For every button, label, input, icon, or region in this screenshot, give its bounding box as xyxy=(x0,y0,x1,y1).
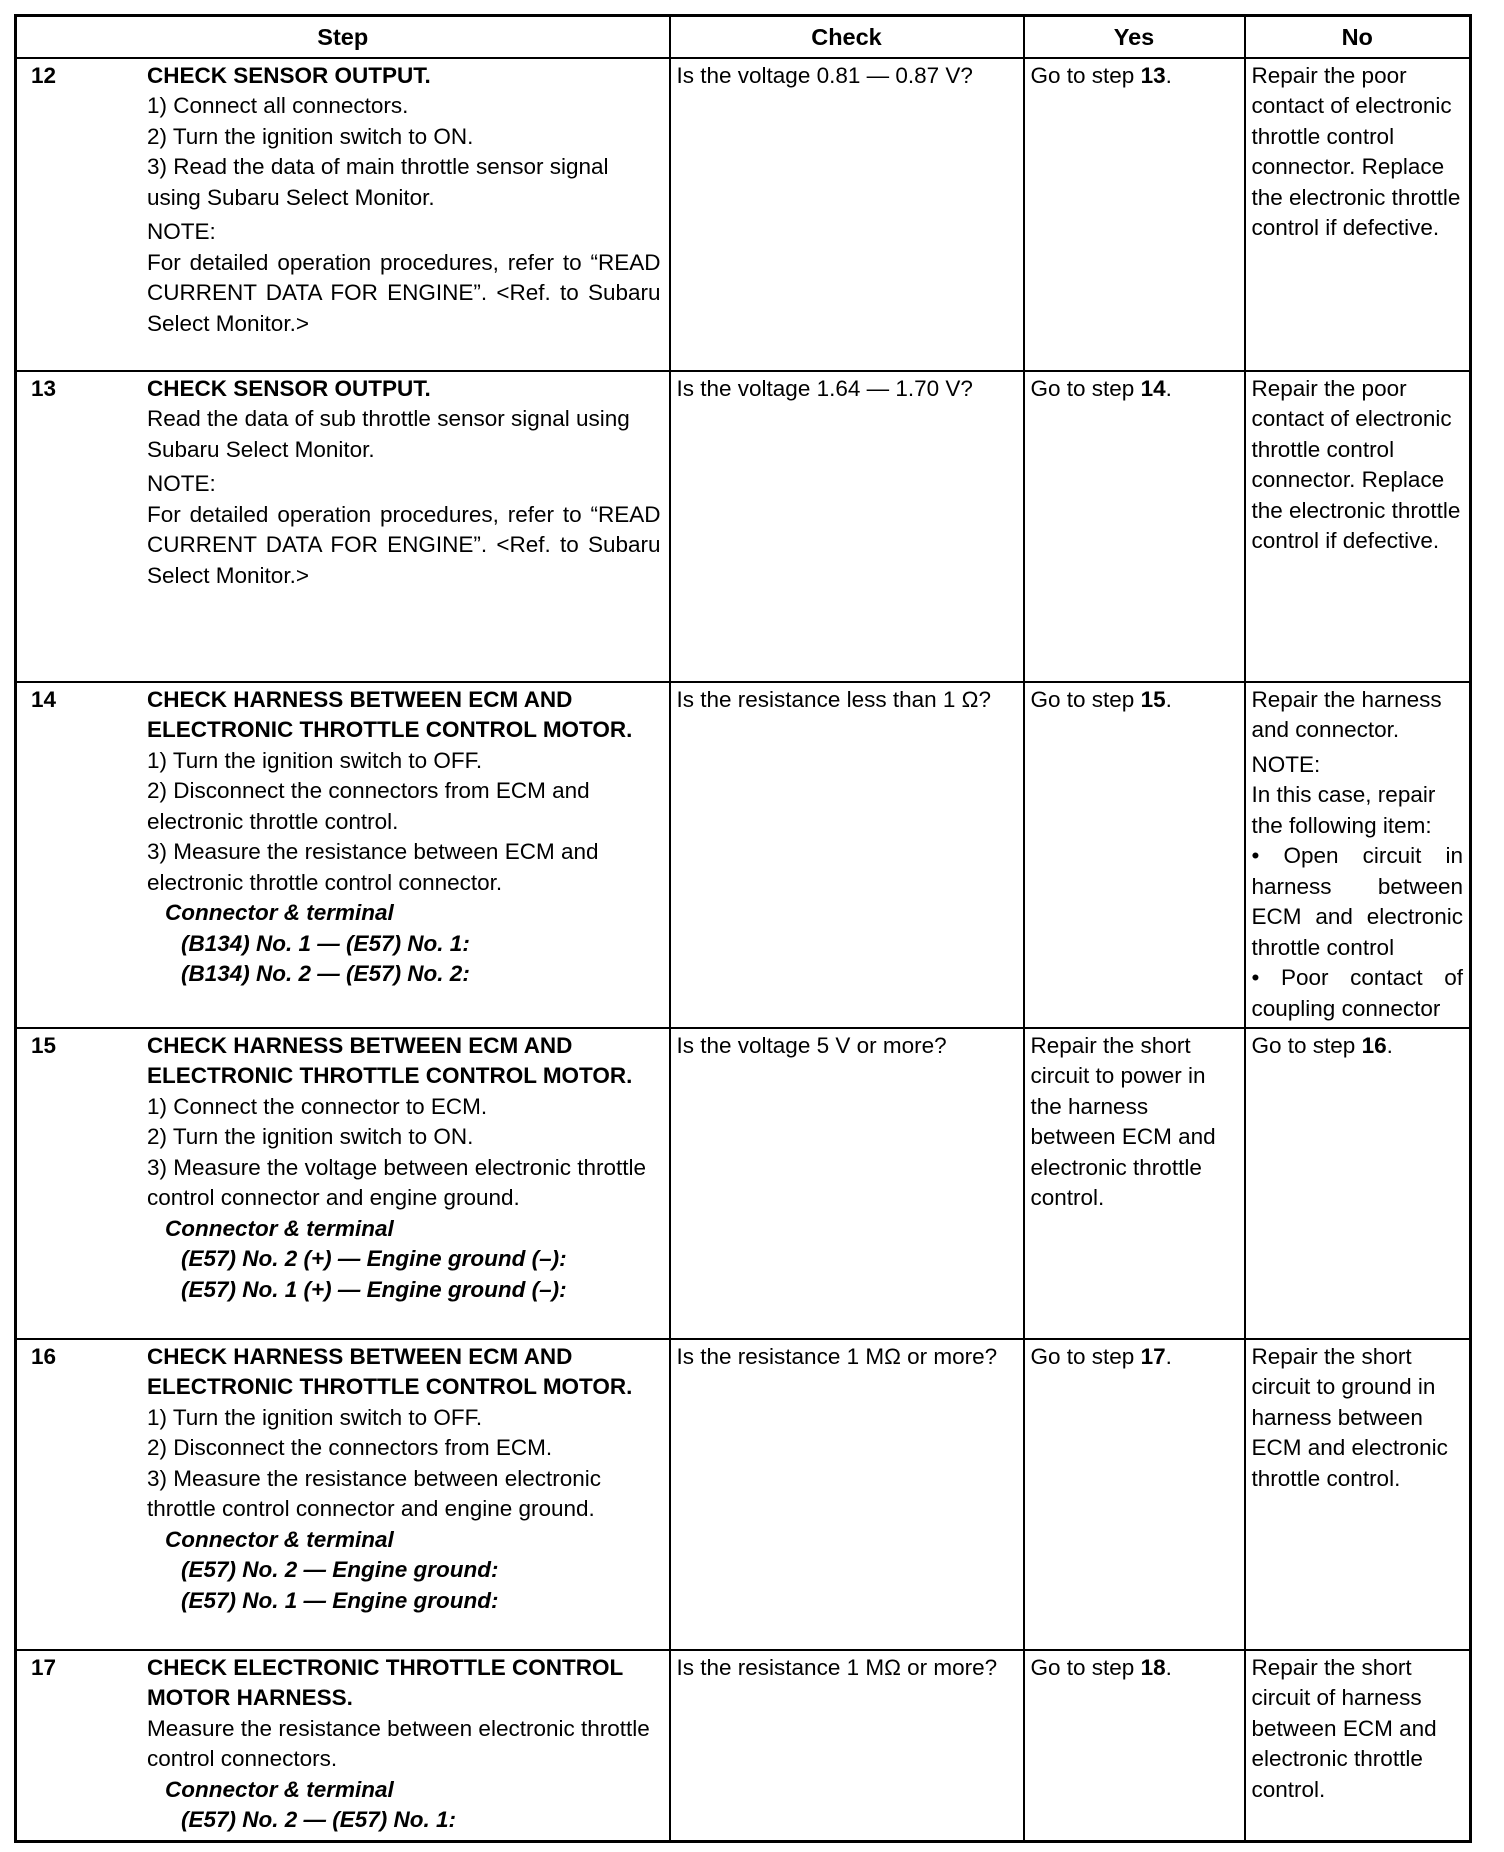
step-number: 13 xyxy=(31,375,57,401)
step-item: 1) Turn the ignition switch to OFF. xyxy=(147,1404,483,1430)
header-check: Check xyxy=(670,16,1024,58)
yes-suffix: . xyxy=(1165,686,1172,712)
table-row xyxy=(16,1650,1471,1842)
no-prefix: Go to step xyxy=(1251,1032,1362,1058)
step-cell xyxy=(16,682,670,1028)
yes-step-number: 17 xyxy=(1140,1343,1166,1369)
yes-prefix: Go to step xyxy=(1030,1343,1141,1369)
check-cell: Is the resistance 1 MΩ or more? xyxy=(670,1339,1024,1650)
no-cell xyxy=(1245,682,1471,1028)
step-title: CHECK ELECTRONIC THROTTLE CONTROL MOTOR HARNESS. xyxy=(147,1654,623,1710)
step-body xyxy=(147,1653,663,1836)
header-step: Step xyxy=(16,16,670,58)
step-title: CHECK SENSOR OUTPUT. xyxy=(147,62,431,88)
no-note-intro: In this case, repair the following item: xyxy=(1251,782,1436,838)
step-item: 3) Read the data of main throttle sensor signal using Subaru Select Monitor. xyxy=(147,154,609,210)
table-row xyxy=(16,1028,1471,1339)
yes-suffix: . xyxy=(1165,375,1172,401)
no-text: Repair the harness and connector. xyxy=(1251,686,1442,742)
step-intro: Read the data of sub throttle sensor signal using Subaru Select Monitor. xyxy=(147,406,630,462)
step-number: 16 xyxy=(31,1343,57,1369)
yes-prefix: Go to step xyxy=(1030,375,1141,401)
step-number: 14 xyxy=(31,686,57,712)
yes-prefix: Go to step xyxy=(1030,62,1141,88)
connector-label: Connector & terminal xyxy=(165,900,394,925)
step-body xyxy=(147,685,663,990)
step-number: 17 xyxy=(31,1654,57,1680)
step-body xyxy=(147,374,663,592)
check-cell: Is the resistance 1 MΩ or more? xyxy=(670,1650,1024,1842)
connector-label: Connector & terminal xyxy=(165,1776,394,1802)
no-step-number: 16 xyxy=(1361,1032,1387,1058)
connector-terminal: (E57) No. 2 — Engine ground: xyxy=(181,1557,499,1582)
no-bullet: • Open circuit in harness between ECM and electronic throttle control xyxy=(1251,843,1463,960)
table-row xyxy=(16,371,1471,682)
yes-step-number: 15 xyxy=(1140,686,1166,712)
yes-cell xyxy=(1024,682,1245,1028)
connector-terminal: (B134) No. 2 — (E57) No. 2: xyxy=(181,961,470,986)
no-cell: Repair the poor contact of electronic throttle control connector. Replace the electronic throttle control if defective. xyxy=(1245,58,1471,371)
note-text: For detailed operation procedures, refer to “READ CURRENT DATA FOR ENGINE”. <Ref. to Subaru Select Monitor.> xyxy=(147,501,661,588)
note-label: NOTE: xyxy=(147,219,216,244)
table-row xyxy=(16,682,1471,1028)
connector-terminal: (E57) No. 2 (+) — Engine ground (–): xyxy=(181,1246,567,1271)
table-row xyxy=(16,58,1471,371)
step-item: 1) Connect the connector to ECM. xyxy=(147,1093,488,1119)
connector-terminal: (E57) No. 2 — (E57) No. 1: xyxy=(181,1807,457,1832)
step-cell xyxy=(16,58,670,371)
step-item: 2) Disconnect the connectors from ECM. xyxy=(147,1435,553,1460)
step-title: CHECK SENSOR OUTPUT. xyxy=(147,375,431,401)
table-row xyxy=(16,1339,1471,1650)
step-item: 2) Disconnect the connectors from ECM and electronic throttle control. xyxy=(147,778,590,834)
step-title: CHECK HARNESS BETWEEN ECM AND ELECTRONIC THROTTLE CONTROL MOTOR. xyxy=(147,686,633,742)
check-cell: Is the voltage 0.81 — 0.87 V? xyxy=(670,58,1024,371)
step-cell xyxy=(16,1028,670,1339)
step-cell xyxy=(16,371,670,682)
yes-step-number: 14 xyxy=(1140,375,1166,401)
step-item: 3) Measure the resistance between electronic throttle control connector and engine ground. xyxy=(147,1465,601,1521)
yes-cell: Repair the short circuit to power in the harness between ECM and electronic throttle control. xyxy=(1024,1028,1245,1339)
check-cell: Is the resistance less than 1 Ω? xyxy=(670,682,1024,1028)
diagnostic-table xyxy=(14,14,1472,1843)
no-suffix: . xyxy=(1386,1032,1393,1058)
yes-cell xyxy=(1024,58,1245,371)
no-cell: Repair the short circuit to ground in harness between ECM and electronic throttle control. xyxy=(1245,1339,1471,1650)
yes-cell xyxy=(1024,371,1245,682)
check-cell: Is the voltage 5 V or more? xyxy=(670,1028,1024,1339)
yes-prefix: Go to step xyxy=(1030,1654,1141,1680)
table-header-row xyxy=(16,16,1471,58)
header-no: No xyxy=(1245,16,1471,58)
header-yes: Yes xyxy=(1024,16,1245,58)
step-number: 12 xyxy=(31,62,57,88)
step-title: CHECK HARNESS BETWEEN ECM AND ELECTRONIC THROTTLE CONTROL MOTOR. xyxy=(147,1032,633,1088)
step-item: 1) Turn the ignition switch to OFF. xyxy=(147,747,483,773)
step-item: 2) Turn the ignition switch to ON. xyxy=(147,123,474,149)
step-intro: Measure the resistance between electronic throttle control connectors. xyxy=(147,1715,650,1771)
yes-suffix: . xyxy=(1165,1654,1172,1680)
connector-label: Connector & terminal xyxy=(165,1215,394,1241)
step-item: 1) Connect all connectors. xyxy=(147,93,409,118)
yes-step-number: 13 xyxy=(1140,62,1166,88)
no-bullet: • Poor contact of coupling connector xyxy=(1251,965,1463,1021)
connector-terminal: (E57) No. 1 (+) — Engine ground (–): xyxy=(181,1276,567,1302)
connector-label: Connector & terminal xyxy=(165,1526,394,1552)
yes-cell xyxy=(1024,1339,1245,1650)
step-item: 3) Measure the resistance between ECM and electronic throttle control connector. xyxy=(147,839,599,895)
step-title: CHECK HARNESS BETWEEN ECM AND ELECTRONIC THROTTLE CONTROL MOTOR. xyxy=(147,1343,633,1399)
step-item: 3) Measure the voltage between electronic throttle control connector and engine ground. xyxy=(147,1154,647,1210)
yes-cell xyxy=(1024,1650,1245,1842)
step-cell xyxy=(16,1339,670,1650)
no-cell: Repair the short circuit of harness between ECM and electronic throttle control. xyxy=(1245,1650,1471,1842)
step-number: 15 xyxy=(31,1032,57,1058)
step-body xyxy=(147,1342,663,1617)
yes-suffix: . xyxy=(1165,62,1172,88)
step-body xyxy=(147,61,663,340)
step-cell xyxy=(16,1650,670,1842)
step-body xyxy=(147,1031,663,1306)
no-note-label: NOTE: xyxy=(1251,751,1321,777)
note-text: For detailed operation procedures, refer to “READ CURRENT DATA FOR ENGINE”. <Ref. to Subaru Select Monitor.> xyxy=(147,249,661,336)
no-cell: Repair the poor contact of electronic throttle control connector. Replace the electronic throttle control if defective. xyxy=(1245,371,1471,682)
note-label: NOTE: xyxy=(147,471,216,496)
step-item: 2) Turn the ignition switch to ON. xyxy=(147,1124,474,1149)
check-cell: Is the voltage 1.64 — 1.70 V? xyxy=(670,371,1024,682)
no-cell xyxy=(1245,1028,1471,1339)
diagnostic-table-page xyxy=(14,14,1469,1840)
connector-terminal: (B134) No. 1 — (E57) No. 1: xyxy=(181,930,470,956)
yes-step-number: 18 xyxy=(1140,1654,1166,1680)
yes-prefix: Go to step xyxy=(1030,686,1141,712)
connector-terminal: (E57) No. 1 — Engine ground: xyxy=(181,1587,499,1613)
yes-suffix: . xyxy=(1165,1343,1172,1369)
